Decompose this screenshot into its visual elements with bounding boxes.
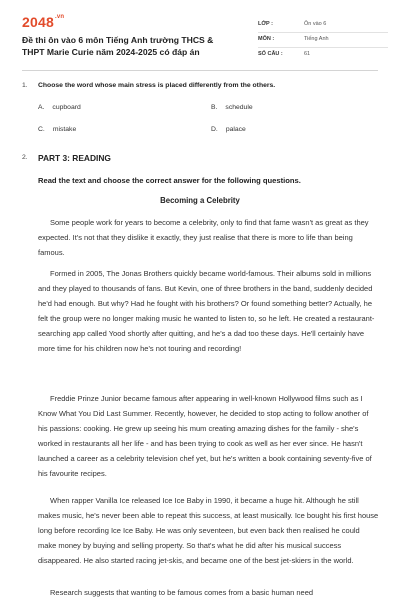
meta-row-question-count xyxy=(258,48,388,62)
meta-table xyxy=(258,18,388,62)
passage-title: Becoming a Celebrity xyxy=(160,196,240,205)
meta-value: Ôn vào 6 xyxy=(304,21,327,27)
meta-value: 61 xyxy=(304,51,311,57)
option-text: mistake xyxy=(52,126,77,133)
option-d[interactable] xyxy=(211,126,246,133)
option-c[interactable] xyxy=(38,126,76,133)
reading-instruction: Read the text and choose the correct answer for the following questions. xyxy=(38,176,301,185)
meta-label: SỐ CÂU : xyxy=(258,51,283,57)
option-letter: B. xyxy=(211,104,218,111)
option-letter: A. xyxy=(38,104,45,111)
logo-suffix: .vn xyxy=(54,14,65,20)
site-logo[interactable]: $2048^{.vn}$ xyxy=(22,14,65,30)
passage-paragraph: Research suggests that wanting to be famous comes from a basic human need xyxy=(50,588,314,597)
meta-label: LỚP : xyxy=(258,21,273,27)
meta-row-subject xyxy=(258,33,388,48)
option-b[interactable] xyxy=(211,104,253,111)
meta-row-class xyxy=(258,18,388,33)
passage-paragraph: Some people work for years to become a celebrity, only to find that fame wasn't as great as they expected. It's not that they dislike it exactly, they just realise that there is more to life than being famous. xyxy=(38,218,369,257)
header-divider xyxy=(22,70,378,71)
meta-value: Tiếng Anh xyxy=(304,36,329,42)
option-text: cupboard xyxy=(52,104,81,111)
passage-paragraph: Formed in 2005, The Jonas Brothers quickly became world-famous. Their albums sold in millions and they played to thousands of fans. But Kevin, one of three brothers in the band, suddenly decided he'd had enough. But why? Had he fought with his brothers? Or found something better? Actually, he felt the group were no longer making music he wanted to listen to, so he left. He created a restaurant-searching app called Yood shortly after quitting, and he's a dad too these days. He'll certainly have more time for his children now he's not touring and recording! xyxy=(38,269,375,353)
passage-paragraph: Freddie Prinze Junior became famous after appearing in well-known Hollywood films such as I Know What You Did Last Summer. Recently, however, he decided to stop acting to follow another of his passions: cooking. He grew up seeing his mum creating amazing dishes for the family - she's worked in restaurants all her life - and has been trying to cook as well as her ever since. He hasn't launched a career as a celebrity television chef yet, but he's written a book containing seventy-five of his favourite recipes. xyxy=(38,394,372,478)
question-number: 2. xyxy=(22,154,28,161)
option-text: palace xyxy=(225,126,246,133)
question-number: 1. xyxy=(22,82,28,89)
part-title: PART 3: READING xyxy=(38,153,111,163)
option-text: schedule xyxy=(225,104,253,111)
option-letter: D. xyxy=(211,126,218,133)
document-title: Đề thi ôn vào 6 môn Tiếng Anh trường THCS & THPT Marie Curie năm 2024-2025 có đáp án xyxy=(22,35,214,57)
option-a[interactable] xyxy=(38,104,81,111)
option-letter: C. xyxy=(38,126,45,133)
passage-paragraph: When rapper Vanilla Ice released Ice Ice Baby in 1990, it became a huge hit. Although he still makes music, he's never been able to repeat this success, at least musically. Ice bought his first house long before recording Ice Ice Baby. He was only seventeen, but even back then realised he could make money by buying and selling property. So that's what he did after his musical success disappeared. He also started racing jet-skis, and became one of the best jet-skiers in the world. xyxy=(38,496,379,565)
question-prompt: Choose the word whose main stress is placed differently from the others. xyxy=(38,82,276,89)
page-header xyxy=(22,14,382,66)
meta-label: MÔN : xyxy=(258,36,275,42)
